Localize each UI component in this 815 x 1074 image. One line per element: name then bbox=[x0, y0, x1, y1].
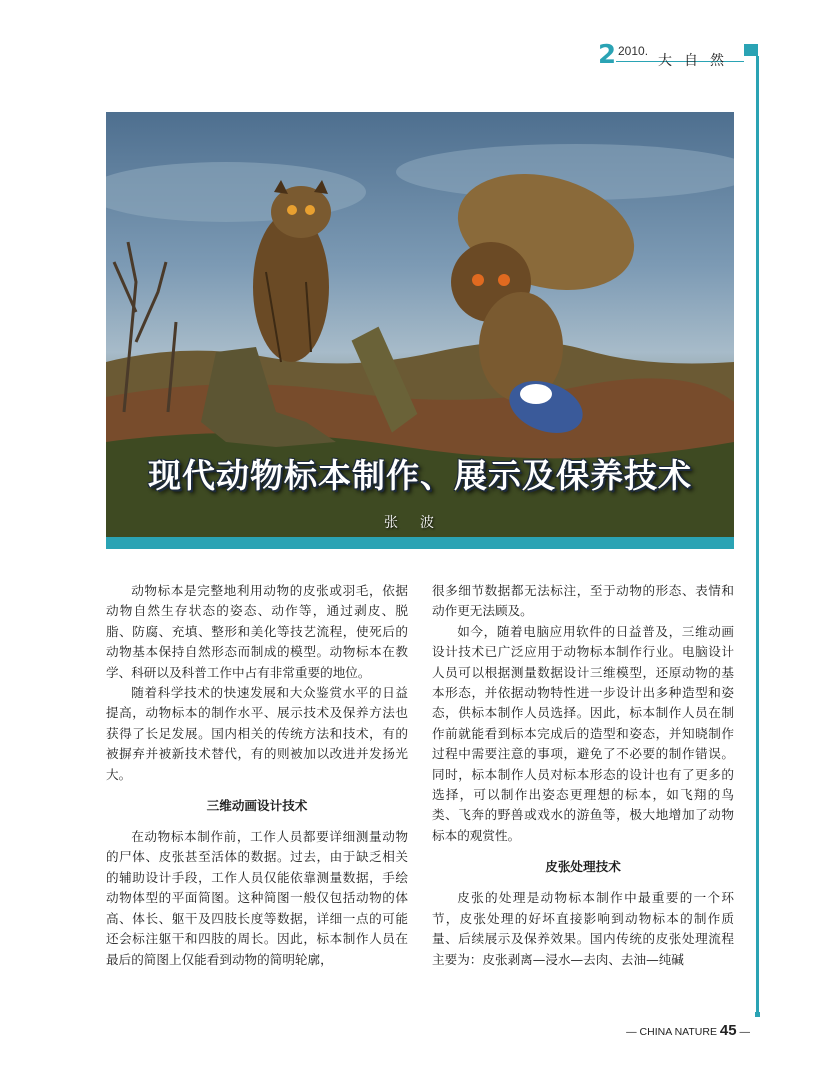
body-paragraph: 如今，随着电脑应用软件的日益普及，三维动画设计技术已广泛应用于动物标本制作行业。电脑设计人员可以根据测量数据设计三维模型，还原动物的基本形态，并依据动物特性进一步设计出多种造型和姿态，供标本制作人员选择。因此，标本制作人员在制作前就能看到标本完成后的造型和姿态，并知晓制作过程中需要注意的事项，避免了不必要的制作错误。同时，标本制作人员对标本形态的设计也有了更多的选择，可以制作出姿态更理想的标本，如飞翔的鸟类、飞奔的野兽或戏水的游鱼等，极大地增加了动物标本的观赏性。 bbox=[432, 623, 734, 843]
hero-accent-band bbox=[106, 537, 734, 549]
issue-number: 2 bbox=[598, 40, 617, 70]
accent-block bbox=[744, 44, 758, 56]
accent-dot bbox=[755, 1012, 760, 1017]
hero-image bbox=[106, 112, 734, 549]
footer-label: — CHINA NATURE bbox=[626, 1026, 717, 1038]
left-column bbox=[106, 581, 408, 970]
article-author: 张波 bbox=[384, 515, 456, 531]
page-footer bbox=[590, 1022, 750, 1039]
body-paragraph: 皮张的处理是动物标本制作中最重要的一个环节，皮张处理的好坏直接影响到动物标本的制作质量、后续展示及保养效果。国内传统的皮张处理流程主要为：皮张剥离—浸水—去肉、去油—纯碱 bbox=[432, 890, 734, 967]
page-header bbox=[598, 40, 798, 70]
section-heading: 皮张处理技术 bbox=[545, 859, 621, 875]
body-paragraph: 动物标本是完整地利用动物的皮张或羽毛，依据动物自然生存状态的姿态、动作等，通过剥皮、脱脂、防腐、充填、整形和美化等技艺流程，使死后的动物基本保持自然形态而制成的模型。动物标本在教学、科研以及科普工作中占有非常重要的地位。 bbox=[106, 583, 408, 680]
body-paragraph-continued: 很多细节数据都无法标注，至于动物的形态、表情和动作更无法顾及。 bbox=[432, 583, 734, 619]
magazine-title: 大自然 bbox=[658, 53, 736, 69]
footer-dash: — bbox=[739, 1026, 750, 1038]
page-number: 45 bbox=[719, 1022, 737, 1039]
accent-side-line bbox=[756, 56, 759, 1016]
article-title: 现代动物标本制作、展示及保养技术 bbox=[148, 456, 692, 495]
body-paragraph: 在动物标本制作前，工作人员都要详细测量动物的尸体、皮张甚至活体的数据。过去，由于缺乏相关的辅助设计手段，工作人员仅能依靠测量数据，手绘动物体型的平面简图。这种简图一般仅包括动物的体高、体长、躯干及四肢长度等数据，详细一点的可能还会标注躯干和四肢的周长。因此，标本制作人员在最后的简图上仅能看到动物的简明轮廓， bbox=[106, 829, 408, 967]
issue-year: 2010. bbox=[618, 44, 649, 58]
right-column bbox=[432, 581, 734, 970]
body-paragraph: 随着科学技术的快速发展和大众鉴赏水平的日益提高，动物标本的制作水平、展示技术及保养方法也获得了长足发展。国内相关的传统方法和技术，有的被摒弃并被新技术替代，有的则被加以改进并发扬光大。 bbox=[106, 685, 408, 782]
section-heading: 三维动画设计技术 bbox=[206, 798, 308, 814]
